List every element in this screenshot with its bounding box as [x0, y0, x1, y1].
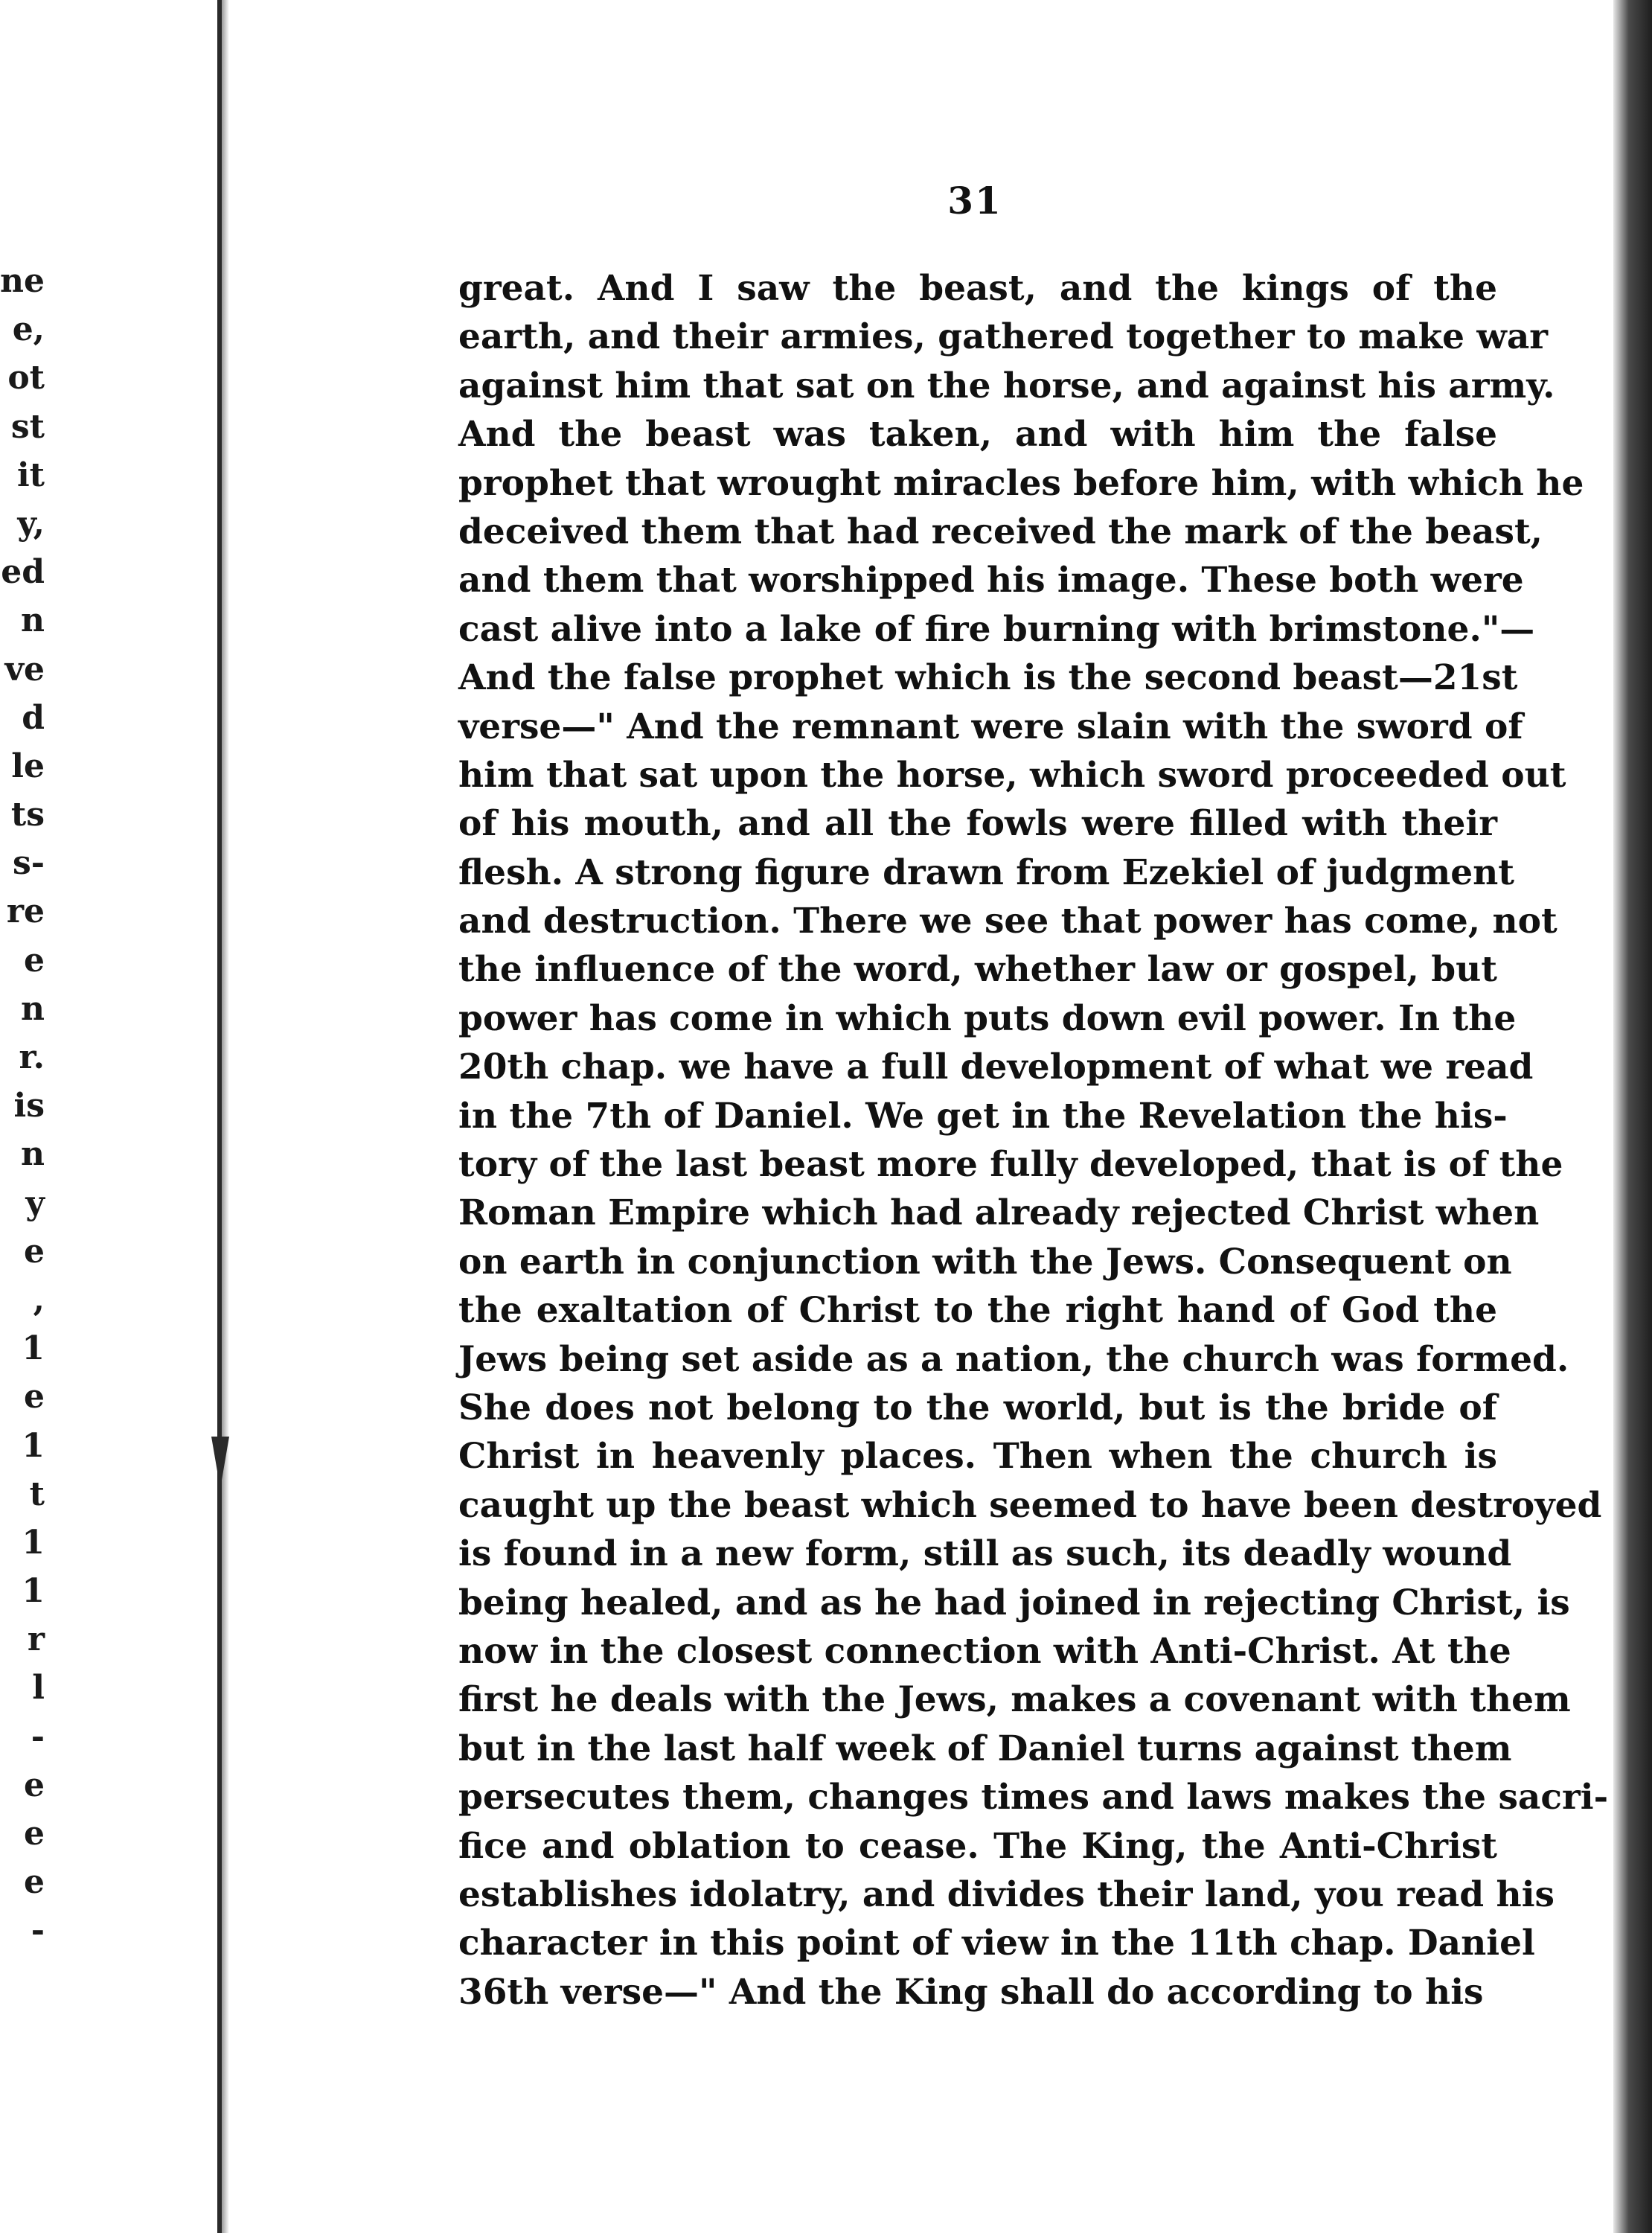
margin-fragment: l: [32, 1669, 45, 1708]
text-line: and them that worshipped his image. These both were: [458, 560, 1524, 601]
margin-fragment: e: [24, 1815, 45, 1853]
text-line: She does not belong to the world, but is the bride of: [458, 1387, 1497, 1428]
margin-fragment: n: [21, 989, 45, 1028]
margin-fragment: ve: [4, 650, 45, 689]
margin-fragment: t: [29, 1475, 45, 1513]
margin-fragment: ne: [0, 262, 45, 300]
margin-fragment: y: [25, 1183, 45, 1222]
margin-fragment: 1: [22, 1523, 45, 1562]
text-line: being healed, and as he had joined in rejecting Christ, is: [458, 1582, 1570, 1623]
text-line: establishes idolatry, and divides their land, you read his: [458, 1873, 1555, 1915]
margin-fragment: 1: [22, 1329, 45, 1368]
text-line: verse—" And the remnant were slain with the sword of: [458, 706, 1523, 747]
text-line: And the false prophet which is the second beast—21st: [458, 657, 1518, 699]
text-line: power has come in which puts down evil power. In the: [458, 997, 1517, 1039]
text-line: first he deals with the Jews, makes a covenant with them: [458, 1679, 1571, 1721]
margin-fragment: y,: [17, 504, 45, 543]
text-line: the influence of the word, whether law or gospel, but: [458, 949, 1497, 991]
gutter-shadow: [222, 0, 229, 2233]
margin-fragment: is: [13, 1087, 45, 1125]
margin-fragment: ,: [33, 1280, 45, 1319]
adjacent-page-text-fragments: [0, 257, 45, 1955]
text-line: against him that sat on the horse, and against his army.: [458, 365, 1555, 406]
text-line: 20th chap. we have a full development of what we read: [458, 1047, 1534, 1088]
margin-fragment: le: [11, 747, 45, 785]
text-line: 36th verse—" And the King shall do according to his: [458, 1971, 1484, 2013]
text-line: deceived them that had received the mark of the beast,: [458, 511, 1543, 552]
margin-fragment: re: [6, 892, 45, 931]
text-line: on earth in conjunction with the Jews. Consequent on: [458, 1241, 1512, 1282]
margin-fragment: -: [31, 1911, 45, 1950]
page-right-edge: [1613, 0, 1652, 2233]
body-text: [458, 264, 1609, 2016]
margin-fragment: r: [27, 1620, 45, 1659]
text-line: now in the closest connection with Anti-Christ. At the: [458, 1630, 1511, 1672]
text-line: Jews being set aside as a nation, the church was formed.: [458, 1338, 1569, 1380]
text-line: caught up the beast which seemed to have been destroyed: [458, 1484, 1602, 1526]
margin-fragment: 1: [22, 1572, 45, 1611]
adjacent-page-margin: [0, 0, 216, 2233]
margin-fragment: ed: [1, 553, 45, 592]
text-line: fice and oblation to cease. The King, the Anti-Christ: [458, 1825, 1497, 1867]
text-line: Roman Empire which had already rejected Christ when: [458, 1192, 1540, 1234]
margin-fragment: e: [24, 1378, 45, 1416]
text-line: him that sat upon the horse, which sword proceeded out: [458, 754, 1566, 796]
margin-fragment: ts: [10, 796, 45, 834]
margin-fragment: 1: [22, 1426, 45, 1465]
gutter-notch: [211, 1437, 229, 1489]
text-line: Christ in heavenly places. Then when the church is: [458, 1436, 1497, 1478]
text-line: flesh. A strong figure drawn from Ezekiel of judgment: [458, 852, 1514, 893]
text-line: prophet that wrought miracles before him, with which he: [458, 462, 1584, 504]
text-line: and destruction. There we see that power has come, not: [458, 901, 1557, 942]
page-number: 31: [947, 179, 1002, 223]
text-line: character in this point of view in the 11th chap. Daniel: [458, 1923, 1535, 1964]
text-line: of his mouth, and all the fowls were filled with their: [458, 803, 1497, 845]
text-line: tory of the last beast more fully developed, that is of the: [458, 1144, 1563, 1186]
margin-fragment: n: [21, 1135, 45, 1174]
text-line: earth, and their armies, gathered together to make war: [458, 316, 1549, 358]
text-line: And the beast was taken, and with him the false: [458, 414, 1497, 456]
margin-fragment: n: [21, 601, 45, 640]
margin-fragment: ot: [7, 359, 45, 397]
margin-fragment: d: [22, 698, 45, 737]
text-line: the exaltation of Christ to the right hand of God the: [458, 1290, 1497, 1332]
margin-fragment: e: [24, 1766, 45, 1804]
margin-fragment: it: [16, 456, 45, 494]
margin-fragment: e: [24, 1863, 45, 1902]
margin-fragment: e: [24, 941, 45, 980]
margin-fragment: -: [31, 1717, 45, 1756]
margin-fragment: s-: [12, 844, 45, 883]
margin-fragment: r.: [19, 1038, 45, 1076]
margin-fragment: e: [24, 1232, 45, 1271]
text-line: in the 7th of Daniel. We get in the Revelation the his-: [458, 1095, 1508, 1137]
margin-fragment: e,: [12, 310, 45, 349]
text-line: but in the last half week of Daniel turns against them: [458, 1728, 1512, 1769]
text-line: persecutes them, changes times and laws makes the sacri-: [458, 1777, 1609, 1818]
text-line: cast alive into a lake of fire burning with brimstone."—: [458, 608, 1535, 650]
text-line: is found in a new form, still as such, its deadly wound: [458, 1533, 1512, 1575]
margin-fragment: st: [10, 407, 45, 446]
text-line: great. And I saw the beast, and the kings of the: [458, 268, 1497, 309]
